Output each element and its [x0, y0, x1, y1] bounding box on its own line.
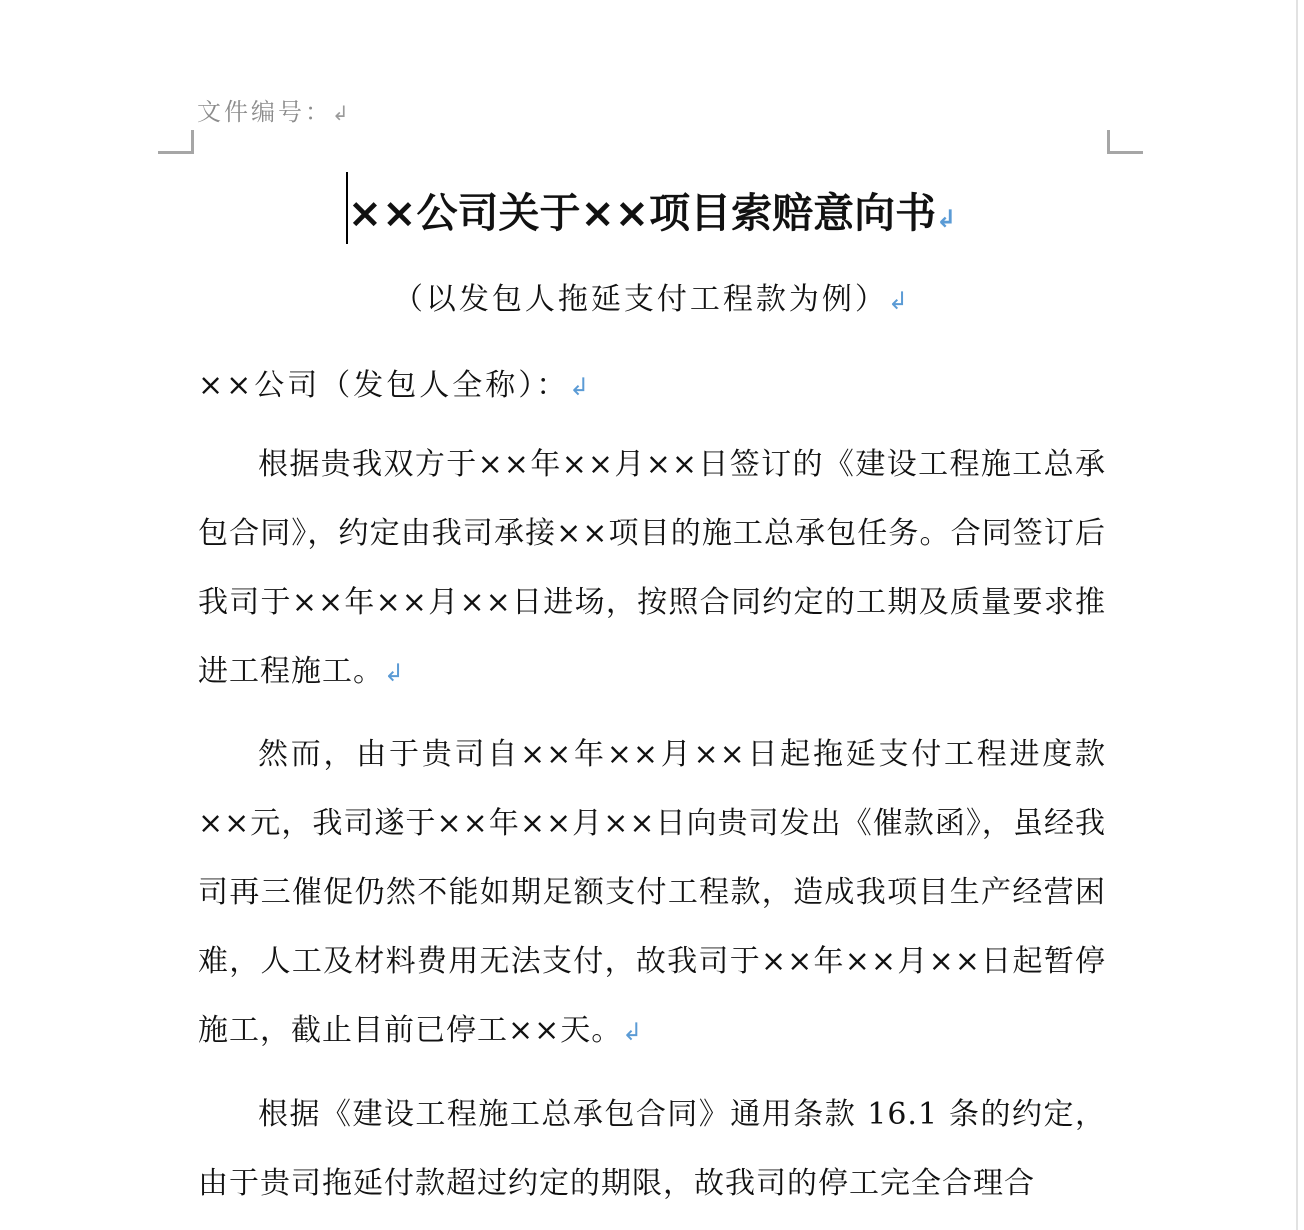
- paragraph-mark-icon: ↲: [936, 205, 957, 233]
- body-paragraph-text: 根据《建设工程施工总承包合同》通用条款 16.1 条的约定，由于贵司拖延付款超过约定的期限，故我司的停工完全合理合: [198, 1097, 1106, 1201]
- body-paragraph-3[interactable]: [198, 1080, 1106, 1218]
- paragraph-mark-icon: ↲: [332, 101, 352, 125]
- document-subtitle-text: （以发包人拖延支付工程款为例）: [392, 282, 888, 317]
- body-paragraph-2[interactable]: [198, 720, 1106, 1067]
- document-title-text: ××公司关于××项目索赔意向书: [347, 189, 937, 237]
- document-subtitle[interactable]: [0, 274, 1304, 318]
- file-number-header[interactable]: [197, 92, 352, 127]
- paragraph-mark-icon: ↲: [569, 373, 593, 401]
- salutation[interactable]: [198, 360, 592, 404]
- salutation-text: ××公司（发包人全称）：: [198, 368, 570, 403]
- document-title[interactable]: [0, 180, 1304, 239]
- body-paragraph-1[interactable]: [198, 430, 1106, 708]
- file-number-label: 文件编号：: [197, 98, 332, 126]
- paragraph-mark-icon: ↲: [622, 1018, 644, 1046]
- body-paragraph-text: 根据贵我双方于××年××月××日签订的《建设工程施工总承包合同》，约定由我司承接××项目的施工总承包任务。合同签订后我司于××年××月××日进场，按照合同约定的工期及质量要求推进工程施工。: [198, 447, 1106, 689]
- crop-mark-left: [158, 130, 194, 154]
- paragraph-mark-icon: ↲: [887, 287, 912, 315]
- body-paragraph-text: 然而，由于贵司自××年××月××日起拖延支付工程进度款××元，我司遂于××年××月××日向贵司发出《催款函》，虽经我司再三催促仍然不能如期足额支付工程款，造成我项目生产经营困难，人工及材料费用无法支付，故我司于××年××月××日起暂停施工，截止目前已停工××天。: [198, 737, 1106, 1048]
- crop-mark-right: [1107, 130, 1143, 154]
- paragraph-mark-icon: ↲: [384, 659, 406, 687]
